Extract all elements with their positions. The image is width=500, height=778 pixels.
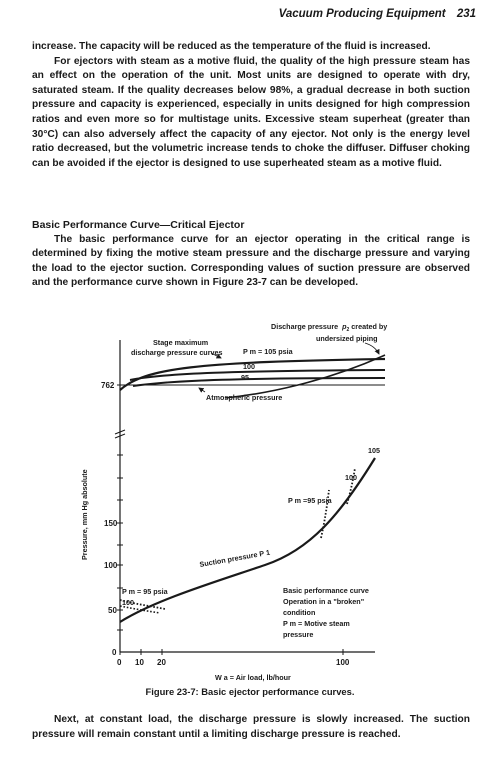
x-axis-label: W a = Air load, lb/hour bbox=[215, 673, 291, 682]
label-100-mid: 100 bbox=[345, 473, 357, 482]
arrow-atmospheric bbox=[199, 388, 205, 392]
label-undersized-piping: undersized piping bbox=[316, 334, 378, 343]
x-tick-label: 100 bbox=[336, 658, 350, 667]
x-tick-label: 20 bbox=[157, 658, 166, 667]
label-upper-95: 95 bbox=[241, 373, 249, 382]
legend-line: pressure bbox=[283, 630, 314, 639]
y-tick-label: 50 bbox=[108, 606, 117, 615]
page-number: 231 bbox=[456, 8, 476, 20]
body-text-top bbox=[32, 40, 470, 171]
figure-23-7 bbox=[75, 310, 435, 690]
label-discharge-pressure: Discharge pressure $p_2$ created by bbox=[271, 322, 388, 333]
x-tick-label: 0 bbox=[117, 658, 122, 667]
section-heading: Basic Performance Curve—Critical Ejector bbox=[32, 219, 245, 231]
label-upper-100: 100 bbox=[243, 362, 255, 371]
y-tick-label: 762 bbox=[101, 381, 115, 390]
legend-line: Operation in a "broken" bbox=[283, 597, 365, 606]
label-suction-pressure: Suction pressure P 1 bbox=[198, 547, 271, 569]
header-title: Vacuum Producing Equipment bbox=[278, 8, 446, 20]
paragraph: The basic performance curve for an ejector operating in the critical range is determined by fixing the motive steam pressure and the discharge pressure and varying the load to the ejector suction. Corresponding values of suction pressure are observed and the performance curve shown in Figure 23-7 can be developed. bbox=[32, 233, 470, 289]
label-100-low: 100 bbox=[122, 598, 134, 607]
y-axis-label: Pressure, mm Hg absolute bbox=[80, 469, 89, 560]
label-105-lower: 105 bbox=[368, 446, 380, 455]
paragraph: For ejectors with steam as a motive fluid, the quality of the high pressure steam has an effect on the operation of the unit. Most units are designed to operate with dry, saturated steam. If the quality decreases below 98%, a gradual decrease in both suction pressure and capacity is experienced, especially in units designed for high compression ratios and even more so for multistage units. Excessive steam superheat (greater than 30°C) can also adversely affect the capacity of any ejector. Not only is the energy level ratio decreased, but the volumetric increase tends to choke the diffuser. Diffuser choking can be avoided if the ejector is designed to use superheated steam as a motive fluid. bbox=[32, 55, 470, 169]
paragraph: increase. The capacity will be reduced as the temperature of the fluid is increased. bbox=[32, 41, 431, 52]
label-atmospheric: Atmospheric pressure bbox=[206, 393, 283, 402]
body-text-bottom bbox=[32, 713, 470, 742]
label-pm-105: P m = 105 psia bbox=[243, 347, 293, 356]
label-pm95-mid: P m =95 psia bbox=[288, 496, 332, 505]
legend-line: condition bbox=[283, 608, 316, 617]
figure-caption: Figure 23-7: Basic ejector performance curves. bbox=[145, 686, 355, 697]
y-tick-label: 100 bbox=[104, 561, 118, 570]
section-basic-performance bbox=[32, 218, 470, 291]
x-tick-label: 10 bbox=[135, 658, 144, 667]
label-discharge-curves: discharge pressure curves bbox=[131, 348, 223, 357]
performance-chart bbox=[75, 310, 435, 690]
running-header bbox=[279, 8, 476, 20]
legend-line: P m = Motive steam bbox=[283, 619, 350, 628]
paragraph: Next, at constant load, the discharge pressure is slowly increased. The suction pressure will remain constant until a limiting discharge pressure is reached. bbox=[32, 714, 470, 740]
label-stage-maximum: Stage maximum bbox=[153, 338, 209, 347]
legend bbox=[283, 586, 369, 639]
arrow-undersized-piping bbox=[365, 343, 379, 354]
legend-line: Basic performance curve bbox=[283, 586, 369, 595]
label-pm95-low: P m = 95 psia bbox=[122, 587, 168, 596]
y-tick-label: 150 bbox=[104, 519, 118, 528]
y-tick-label: 0 bbox=[112, 648, 117, 657]
